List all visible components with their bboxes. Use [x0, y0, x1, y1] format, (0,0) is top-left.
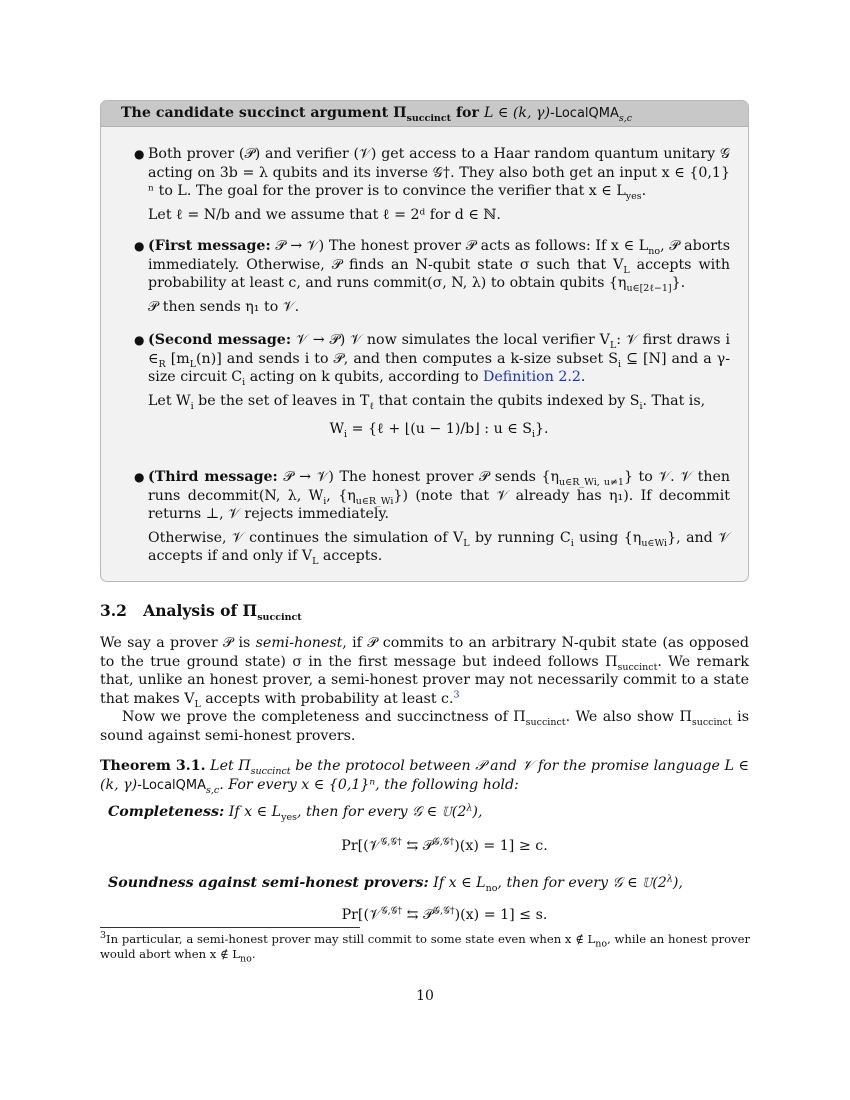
bullet-icon: ● — [134, 333, 145, 347]
bullet-icon: ● — [134, 239, 145, 253]
leaves-equation: $W_i$ = {ℓ + ⌊(u − 1)/b⌋ : u ∈ $S_i$}. — [329, 421, 549, 440]
footnote-ref[interactable]: 3 — [453, 688, 460, 700]
page-number: 10 — [416, 988, 434, 1004]
completeness-statement: Completeness: If x ∈ $L_{yes}$, then for every 𝒢 ∈ $𝕌(2^\lambda)$, — [108, 802, 483, 823]
protocol-item-second-message: ● (Second message: 𝒱 → 𝒫) 𝒱 now simulates the local verifier $V_L$: 𝒱 first draws i $\in_R$ $[m_L(n)]$ and sends i to 𝒫, and then computes a k-size subset $S_i$ ⊆ [N] and a γ-size circuit $C_i$ acting on k qubits, according to Definition 2.2. Let $W_i$ be the set of leaves in $T_\ell$ that contain the qubits indexed by $S_i$. That is, $W_i$ = {ℓ + ⌊(u − 1)/b⌋ : u ∈ $S_i$}. — [134, 332, 730, 440]
protocol-item-third-message: ● (Third message: 𝒫 → 𝒱) The honest prover 𝒫 sends $\{\eta_{u\in R\_Wi, u\ne 1}\}$ to 𝒱. 𝒱 then runs decommit(N, λ, $W_i$, $\{\eta_{u\in R\_Wi}\}$) (note that 𝒱 already has η₁). If decommit returns ⊥, 𝒱 rejects immediately. Otherwise, 𝒱 continues the simulation of $V_L$ by running $C_i$ using $\{\eta_{u\in Wi}\}$, and 𝒱 accepts if and only if $V_L$ accepts. — [134, 469, 730, 567]
soundness-equation: Pr[(𝒱$^{𝒢,𝒢\dagger}$ ⇆ 𝒫$^{𝒢,𝒢\dagger}$)(x) = 1] ≤ s. — [341, 905, 548, 923]
protocol-item-first-message: ● (First message: 𝒫 → 𝒱) The honest prover 𝒫 acts as follows: If x ∈ $L_{no}$, 𝒫 aborts immediately. Otherwise, 𝒫 finds an N-qubit state σ such that $V_L$ accepts with probability at least c, and runs commit(σ, N, λ) to obtain qubits $\{\eta_{u\in[2\ell-1]}\}$. 𝒫 then sends η₁ to 𝒱. — [134, 238, 731, 315]
protocol-box-title: The candidate succinct argument $\Pi_{succinct}$ for L ∈ (k, γ)-LocalQMA$_{s,c}$ — [101, 101, 748, 127]
footnote-rule — [100, 927, 360, 928]
protocol-item-setup: ● Both prover (𝒫) and verifier (𝒱) get access to a Haar random quantum unitary 𝒢 acting on 3b = λ qubits and its inverse 𝒢†. They also both get an input x ∈ {0,1}ⁿ to L. The goal for the prover is to convince the verifier that x ∈ $L_{yes}$. Let ℓ = N/b and we assume that ℓ = 2ᵈ for d ∈ ℕ. — [134, 146, 730, 223]
definition-link[interactable]: Definition 2.2 — [483, 369, 581, 385]
section-heading: 3.2 Analysis of $\Pi_{succinct}$ — [100, 601, 302, 624]
theorem-3-1: Theorem 3.1. Let $\Pi_{succinct}$ be the protocol between 𝒫 and 𝒱 for the promise language L ∈ (k, γ)-LocalQMA$_{s,c}$. For every x ∈ {0,1}ⁿ, the following hold: — [100, 758, 750, 796]
completeness-equation: Pr[(𝒱$^{𝒢,𝒢\dagger}$ ⇆ 𝒫$^{𝒢,𝒢\dagger}$)(x) = 1] ≥ c. — [341, 836, 548, 854]
protocol-box — [100, 100, 749, 582]
paragraph-semi-honest: We say a prover 𝒫 is semi-honest, if 𝒫 commits to an arbitrary N-qubit state (as opposed to the true ground state) σ in the first message but indeed follows $\Pi_{succinct}$. We remark that, unlike an honest prover, a semi-honest prover may not necessarily commit to a state that makes $V_L$ accepts with probability at least c.$^3$ Now we prove the completeness and succinctness of $\Pi_{succinct}$. We also show $\Pi_{succinct}$ is sound against semi-honest provers. — [100, 635, 750, 744]
soundness-statement: Soundness against semi-honest provers: If x ∈ $L_{no}$, then for every 𝒢 ∈ $𝕌(2^\lambda)$, — [108, 873, 683, 894]
bullet-icon: ● — [134, 470, 145, 484]
footnote: $^3$In particular, a semi-honest prover may still commit to some state even when x ∉ $L_{no}$, while an honest prover would abort when x ∉ $L_{no}$. — [100, 930, 750, 965]
bullet-icon: ● — [134, 147, 145, 161]
